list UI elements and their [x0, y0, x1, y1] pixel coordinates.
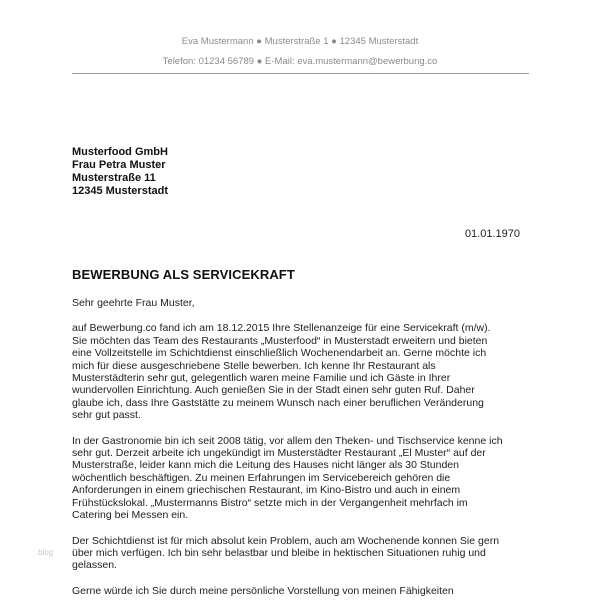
- paragraph-4: [72, 585, 532, 597]
- text-line: Catering bei Messen ein.: [72, 509, 189, 522]
- text-line: Musterstädterin sehr gut, gelegentlich waren meine Familie und ich Gäste in Ihrer: [72, 372, 451, 385]
- text-line: mich für diese ausgeschriebene Stelle bewerben. Ich kenne Ihr Restaurant als: [72, 359, 436, 372]
- text-line: In der Gastronomie bin ich seit 2008 tätig, vor allem den Theken- und Tischservice kenne ich: [72, 434, 503, 447]
- text-line: Frühstückslokal. „Mustermanns Bistro“ setzte mich in der Vergangenheit mehrfach im: [72, 496, 468, 509]
- side-watermark: blog: [38, 548, 54, 557]
- text-line: wundervollen Einrichtung. Auch genießen Sie in der Stadt einen sehr guten Ruf. Daher: [72, 384, 475, 397]
- text-line: gelassen.: [72, 559, 117, 572]
- text-line: Gerne würde ich Sie durch meine persönliche Vorstellung von meinen Fähigkeiten: [72, 584, 454, 597]
- text-line: Sie möchten das Team des Restaurants „Musterfood“ in Musterstadt erweitern und bieten: [72, 334, 488, 347]
- letter-subject: BEWERBUNG ALS SERVICEKRAFT: [72, 267, 295, 282]
- sender-contact-line: Telefon: 01234 56789 ● E-Mail: eva.mustermann@bewerbung.co: [162, 56, 438, 67]
- text-line: sehr gut. Derzeit arbeite ich ungekündigt im Musterstädter Restaurant „El Muster“ auf der: [72, 447, 486, 460]
- text-line: Anforderungen in einem griechischen Restaurant, im Kino-Bistro und auch in einem: [72, 484, 461, 497]
- letter-body: [72, 297, 532, 600]
- text-line: auf Bewerbung.co fand ich am 18.12.2015 Ihre Stellenanzeige für eine Servicekraft (m/w).: [72, 322, 491, 335]
- paragraph-3: [72, 535, 532, 572]
- paragraph-1: [72, 322, 532, 421]
- header-divider: [72, 73, 529, 74]
- text-line: sehr gut passt.: [72, 409, 141, 422]
- recipient-address: [72, 146, 168, 198]
- paragraph-2: [72, 435, 532, 522]
- text-line: Der Schichtdienst ist für mich absolut kein Problem, auch am Wochenende konnen Sie gern: [72, 534, 500, 547]
- text-line: über mich verfügen. Ich bin sehr belastbar und bleibe in hektischen Situationen ruhig und: [72, 546, 486, 559]
- sender-address-line: Eva Mustermann ● Musterstraße 1 ● 12345 Musterstadt: [181, 36, 419, 47]
- text-line: wöchentlich beschäftigen. Zu meinen Erfahrungen im Servicebereich gehören die: [72, 471, 451, 484]
- salutation: Sehr geehrte Frau Muster,: [72, 297, 195, 309]
- letter-date: 01.01.1970: [464, 228, 520, 240]
- recipient-street: Musterstraße 11: [72, 172, 156, 184]
- recipient-city: 12345 Musterstadt: [72, 185, 168, 197]
- text-line: glaube ich, dass Ihre Gaststätte zu meinem Wunsch nach einer beruflichen Veränderung: [72, 396, 484, 409]
- text-line: Musterstraße, leider kann mich die Leitung des Hauses nicht länger als 30 Stunden: [72, 459, 459, 472]
- recipient-name: Frau Petra Muster: [72, 159, 166, 171]
- recipient-company: Musterfood GmbH: [72, 146, 168, 158]
- text-line: eine Vollzeitstelle im Schichtdienst einschließlich Wochenendarbeit an. Gerne möchte ich: [72, 347, 487, 360]
